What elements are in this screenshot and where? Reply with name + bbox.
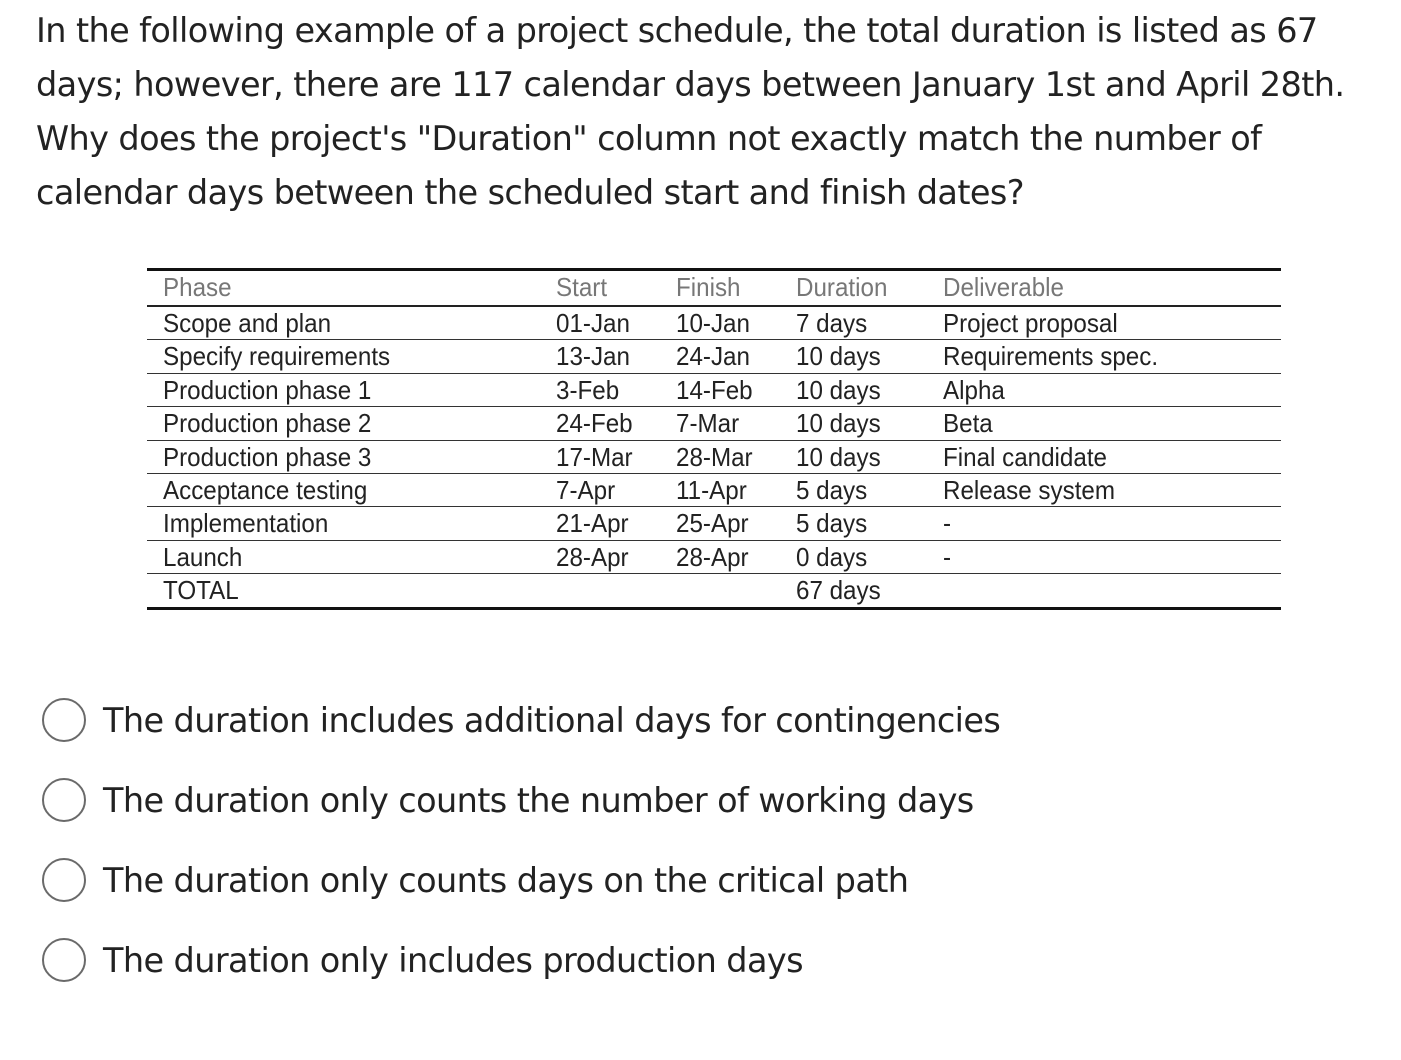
start-cell: 17-Mar xyxy=(556,441,633,472)
phase-cell: Launch xyxy=(163,541,243,572)
finish-cell: 11-Apr xyxy=(676,474,747,505)
finish-cell: 25-Apr xyxy=(676,508,749,539)
duration-cell: 10 days xyxy=(796,374,881,405)
table-row xyxy=(147,474,1281,507)
deliverable-cell: Beta xyxy=(943,408,993,439)
deliverable-cell: - xyxy=(943,541,952,572)
duration-cell: 5 days xyxy=(796,474,868,505)
answer-option-contingencies[interactable] xyxy=(42,680,1342,760)
total-duration: 67 days xyxy=(796,575,881,606)
header-deliverable: Deliverable xyxy=(943,272,1064,302)
duration-cell: 10 days xyxy=(796,341,881,372)
phase-cell: Specify requirements xyxy=(163,341,391,372)
start-cell: 13-Jan xyxy=(556,341,630,372)
phase-cell: Acceptance testing xyxy=(163,474,368,505)
duration-cell: 10 days xyxy=(796,441,881,472)
total-label: TOTAL xyxy=(163,575,239,606)
project-schedule-table xyxy=(147,268,1281,610)
finish-cell: 24-Jan xyxy=(676,341,750,372)
answer-option-label: The duration includes additional days for contingencies xyxy=(103,700,1001,740)
table-row xyxy=(147,307,1281,340)
phase-cell: Implementation xyxy=(163,508,329,539)
finish-cell: 28-Apr xyxy=(676,541,749,572)
header-duration: Duration xyxy=(796,272,888,302)
duration-cell: 5 days xyxy=(796,508,868,539)
answer-option-critical-path[interactable] xyxy=(42,840,1342,920)
header-phase: Phase xyxy=(163,272,232,302)
table-row xyxy=(147,507,1281,540)
table-row xyxy=(147,441,1281,474)
table-header-row xyxy=(147,271,1281,307)
table-row xyxy=(147,541,1281,574)
table-row xyxy=(147,374,1281,407)
answer-option-label: The duration only includes production days xyxy=(103,940,803,980)
start-cell: 28-Apr xyxy=(556,541,629,572)
deliverable-cell: - xyxy=(943,508,952,539)
start-cell: 24-Feb xyxy=(556,408,633,439)
duration-cell: 10 days xyxy=(796,408,881,439)
start-cell: 3-Feb xyxy=(556,374,620,405)
answer-option-label: The duration only counts days on the critical path xyxy=(103,860,909,900)
table-row xyxy=(147,407,1281,440)
answer-option-working-days[interactable] xyxy=(42,760,1342,840)
start-cell: 21-Apr xyxy=(556,508,629,539)
radio-button[interactable] xyxy=(42,858,86,902)
start-cell: 7-Apr xyxy=(556,474,616,505)
answer-option-label: The duration only counts the number of working days xyxy=(103,780,974,820)
table-total-row xyxy=(147,574,1281,609)
answer-option-production-days[interactable] xyxy=(42,920,1342,1000)
header-start: Start xyxy=(556,272,608,302)
question-text: In the following example of a project schedule, the total duration is listed as 67 days; however, there are 117 calendar days between January 1st and April 28th. Why does the project's "Duration" column not exactly match the number of calendar days between the scheduled start and finish dates? xyxy=(36,11,1345,212)
phase-cell: Production phase 2 xyxy=(163,408,372,439)
deliverable-cell: Final candidate xyxy=(943,441,1107,472)
deliverable-cell: Project proposal xyxy=(943,308,1118,338)
header-finish: Finish xyxy=(676,272,741,302)
finish-cell: 14-Feb xyxy=(676,374,753,405)
phase-cell: Production phase 3 xyxy=(163,441,372,472)
table-row xyxy=(147,340,1281,373)
phase-cell: Scope and plan xyxy=(163,308,332,338)
answer-options xyxy=(42,680,1342,1000)
radio-button[interactable] xyxy=(42,698,86,742)
finish-cell: 7-Mar xyxy=(676,408,740,439)
finish-cell: 28-Mar xyxy=(676,441,753,472)
radio-button[interactable] xyxy=(42,938,86,982)
phase-cell: Production phase 1 xyxy=(163,374,372,405)
deliverable-cell: Release system xyxy=(943,474,1116,505)
duration-cell: 7 days xyxy=(796,308,868,338)
radio-button[interactable] xyxy=(42,778,86,822)
finish-cell: 10-Jan xyxy=(676,308,750,338)
deliverable-cell: Requirements spec. xyxy=(943,341,1159,372)
start-cell: 01-Jan xyxy=(556,308,630,338)
duration-cell: 0 days xyxy=(796,541,868,572)
deliverable-cell: Alpha xyxy=(943,374,1005,405)
